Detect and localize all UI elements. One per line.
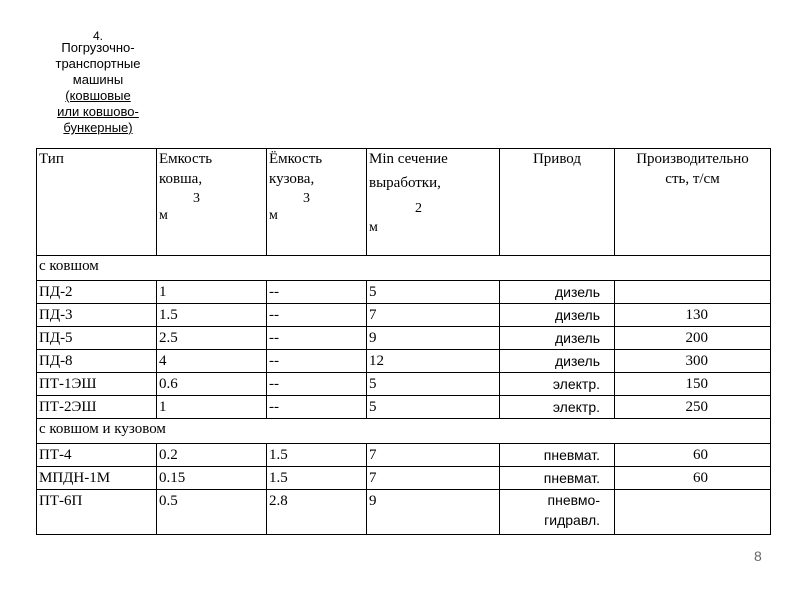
cell-drive: дизель (500, 327, 615, 350)
cell-bucket: 0.2 (157, 444, 267, 467)
cell-bucket: 0.15 (157, 467, 267, 490)
cell-drive-line: пневмо- (547, 492, 600, 508)
cell-body: -- (267, 281, 367, 304)
cell-body: -- (267, 373, 367, 396)
cell-section: 7 (367, 304, 500, 327)
cell-productivity: 60 (615, 467, 771, 490)
heading-line: (ковшовые (65, 88, 131, 103)
cell-productivity: 60 (615, 444, 771, 467)
cell-type: ПД-3 (37, 304, 157, 327)
header-bucket-capacity: Емкость ковша, 3 м (157, 149, 267, 256)
cell-body: 1.5 (267, 444, 367, 467)
group-header-row (37, 256, 771, 281)
table-row (37, 373, 771, 396)
page-number: 8 (754, 548, 762, 564)
cell-drive: дизель (500, 350, 615, 373)
heading-line: транспортные (55, 56, 141, 71)
section-heading (28, 29, 168, 136)
cell-section: 9 (367, 327, 500, 350)
cell-body: -- (267, 350, 367, 373)
header-type: Тип (37, 149, 157, 256)
cell-section: 12 (367, 350, 500, 373)
cell-productivity: 300 (615, 350, 771, 373)
cell-productivity: 150 (615, 373, 771, 396)
cell-bucket: 1.5 (157, 304, 267, 327)
group-title: с ковшом и кузовом (37, 419, 771, 444)
table-row (37, 490, 771, 535)
table-row (37, 327, 771, 350)
cell-body: -- (267, 396, 367, 419)
machines-table (36, 148, 771, 535)
cell-section: 7 (367, 467, 500, 490)
heading-number: 4. (92, 29, 103, 43)
cell-type: ПТ-1ЭШ (37, 373, 157, 396)
cell-body: -- (267, 304, 367, 327)
cell-drive: дизель (500, 304, 615, 327)
cell-section: 9 (367, 490, 500, 535)
cell-bucket: 0.6 (157, 373, 267, 396)
cell-bucket: 1 (157, 281, 267, 304)
cell-drive: дизель (500, 281, 615, 304)
cell-drive: электр. (500, 396, 615, 419)
heading-line: или ковшово- (57, 104, 139, 119)
heading-line: машины (72, 72, 124, 87)
cell-body: 1.5 (267, 467, 367, 490)
cell-type: ПД-2 (37, 281, 157, 304)
cell-type: ПТ-2ЭШ (37, 396, 157, 419)
cell-productivity (615, 281, 771, 304)
cell-drive: пневмат. (500, 444, 615, 467)
table-row (37, 467, 771, 490)
cell-section: 7 (367, 444, 500, 467)
cell-bucket: 4 (157, 350, 267, 373)
cell-type: ПД-8 (37, 350, 157, 373)
cell-type: МПДН-1М (37, 467, 157, 490)
cell-productivity (615, 490, 771, 535)
cell-body: -- (267, 327, 367, 350)
table-row (37, 444, 771, 467)
table-row (37, 281, 771, 304)
header-drive: Привод (500, 149, 615, 256)
cell-drive-line: гидравл. (544, 512, 600, 528)
table-row (37, 304, 771, 327)
cell-type: ПД-5 (37, 327, 157, 350)
table-row (37, 396, 771, 419)
cell-productivity: 130 (615, 304, 771, 327)
cell-bucket: 1 (157, 396, 267, 419)
cell-type: ПТ-4 (37, 444, 157, 467)
heading-line: бункерные) (63, 120, 133, 135)
cell-section: 5 (367, 373, 500, 396)
header-productivity: Производительно сть, т/см (615, 149, 771, 256)
cell-drive: пневмат. (500, 467, 615, 490)
cell-drive: электр. (500, 373, 615, 396)
table-header-row (37, 149, 771, 256)
header-body-capacity: Ёмкость кузова, 3 м (267, 149, 367, 256)
table-row (37, 350, 771, 373)
cell-body: 2.8 (267, 490, 367, 535)
group-header-row (37, 419, 771, 444)
cell-drive (500, 490, 615, 535)
group-title: с ковшом (37, 256, 771, 281)
cell-type: ПТ-6П (37, 490, 157, 535)
header-min-section: Min сечение выработки, 2 м (367, 149, 500, 256)
heading-line: Погрузочно- (61, 40, 135, 55)
cell-bucket: 0.5 (157, 490, 267, 535)
cell-section: 5 (367, 281, 500, 304)
cell-bucket: 2.5 (157, 327, 267, 350)
cell-productivity: 200 (615, 327, 771, 350)
cell-productivity: 250 (615, 396, 771, 419)
cell-section: 5 (367, 396, 500, 419)
